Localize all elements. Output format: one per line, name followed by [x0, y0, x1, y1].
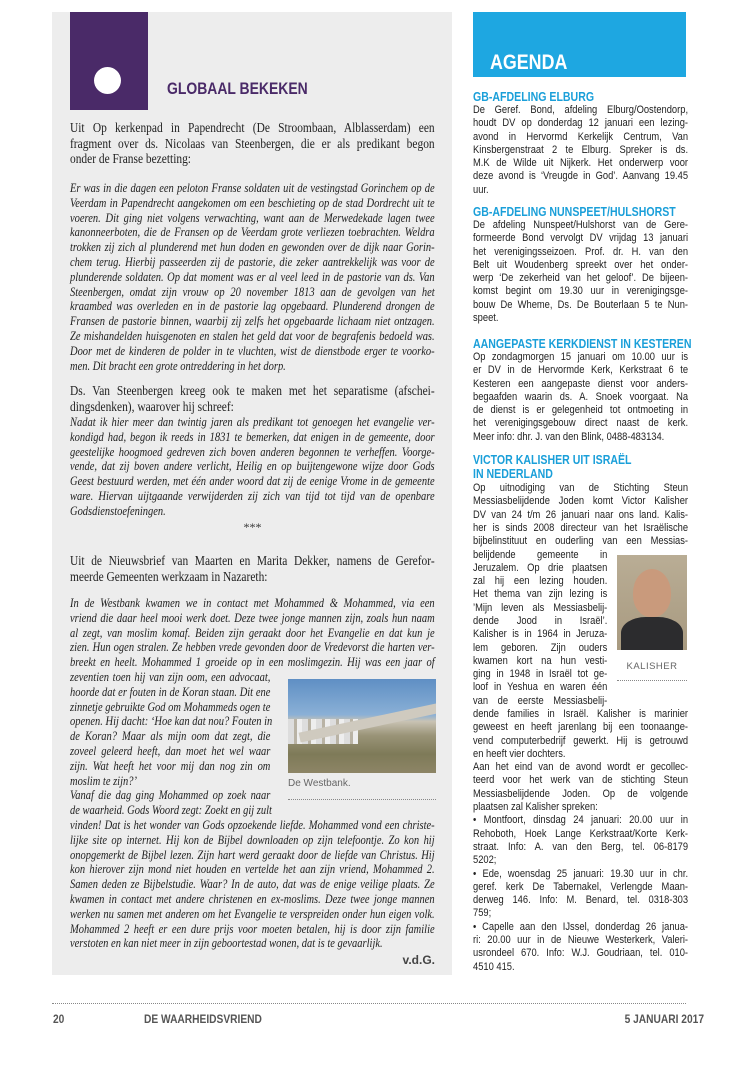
text-line: Vanaf die dag ging Mohammed op zoek naar: [70, 788, 271, 803]
text-line: trokken zij zich al plunderend met hun doden en gewonden over de dijk naar Gorin-: [70, 240, 435, 255]
text-line: het verenigingsseizoen. Prof. dr. H. van den: [473, 245, 689, 258]
text-line: straat. Info: A. van den Berg, tel. 06-8179: [473, 840, 689, 853]
text-line: derweg 146. Info: M. Benard, tel. 0318-303: [473, 894, 689, 907]
text-line: fragment over ds. Nicolaas van Steenbergen, die er als predikant begon: [70, 135, 435, 151]
text-line: onopgemerkt de Bijbel lezen. Zijn hart werd geraakt door de liefde van Christus. Hij: [70, 847, 435, 862]
text-line: zoveel geleerd heeft, dan moet het wel waar: [70, 743, 271, 758]
text-line: chem terug. Hierbij passeerden zij de pastorie, die zeker aantrekkelijk was voor de: [70, 254, 435, 269]
agenda-title: AGENDA: [490, 51, 568, 74]
text-line: • Montfoort, dinsdag 24 januari: 20.00 uur in: [473, 814, 689, 827]
text-line: 5202;: [473, 854, 497, 867]
quote-westbank-part3: [70, 818, 435, 951]
author-signature: v.d.G.: [402, 953, 435, 967]
separatism-paragraph: [70, 383, 435, 414]
text-line: Messiasbelijdende Joden. Op de volgende: [473, 787, 689, 800]
text-line: deze avond is ‘Vreugde in God’. Aanvang 19.45: [473, 170, 689, 183]
caption-divider: [617, 680, 687, 681]
text-line: kon hierover zijn mond niet houden en vertelde het aan zijn vriend, Mohammed 2.: [70, 862, 435, 877]
text-line: ’Mijn leven als Messiasbelij-: [473, 601, 608, 614]
quote-separatism: [70, 415, 435, 519]
text-line: Belt uit Woudenberg spreekt over het onder-: [473, 258, 689, 271]
text-line: verstoten en kan niet meer in zijn geboortestad wonen, dat is te gevaarlijk.: [70, 936, 383, 951]
footer-divider: [52, 1003, 686, 1004]
text-line: lem geboren. Zijn ouders: [473, 641, 608, 654]
agenda-body-kalisher-part3: [473, 708, 688, 974]
text-line: vend computerbedrijf gewerkt. Hij is getrouwd: [473, 734, 689, 747]
text-line: De Geref. Bond, afdeling Elburg/Oostendorp,: [473, 104, 689, 116]
text-line: formeerde Bond vervolgt DV vrijdag 13 januari: [473, 232, 689, 245]
agenda-heading-kalisher-line2: IN NEDERLAND: [473, 467, 553, 481]
text-line: hoorde dat er fouten in de Koran staan. Dit ene: [70, 684, 271, 699]
text-line: voeren. Dit ging niet volgens verwachting, want aan de Merwedekade lagen twee: [70, 210, 435, 225]
photo-caption-kalisher: KALISHER: [626, 661, 678, 672]
text-line: Veerdam in Papendrecht aangekomen om een beschieting op de stad Dordrecht uit te: [70, 195, 435, 210]
text-line: • Ede, woensdag 25 januari: 19.30 uur in chr.: [473, 867, 689, 880]
text-line: De afdeling Nunspeet/Hulshorst van de Gere-: [473, 219, 689, 231]
text-line: kraambed was overleden en in de pastorie lag opgebaard. Plunderend drongen de: [70, 299, 435, 314]
agenda-body-nunspeet: [473, 219, 688, 325]
agenda-body-elburg: [473, 104, 688, 197]
text-line: geestelijke hoogmoed gedreven zich boven anderen begonnen te verheffen. Voorge-: [70, 444, 435, 459]
text-line: al zegt, van moslim komaf. Beiden zijn geraakt door het Evangelie en dat kun je: [70, 625, 435, 640]
text-line: Op uitnodiging van de Stichting Steun: [473, 482, 689, 494]
text-line: kanonneerboten, die de Fransen op de Veerdam grote verliezen toebrachten. Weldra: [70, 225, 435, 240]
text-line: Op zondagmorgen 15 januari om 10.00 uur is: [473, 351, 689, 363]
section-title: GLOBAAL BEKEKEN: [167, 79, 308, 98]
agenda-body-kesteren: [473, 351, 688, 444]
text-line: belijdende gemeente in: [473, 548, 608, 561]
text-line: men. Dit bracht een grote ontreddering in het dorp.: [70, 358, 286, 373]
agenda-heading-kesteren: AANGEPASTE KERKDIENST IN KESTEREN: [473, 337, 692, 351]
section-logo-block: [70, 12, 148, 110]
text-line: Kesteren een aangepaste dienst voor anders-: [473, 377, 689, 390]
text-line: Aan het eind van de avond wordt er gecollec-: [473, 761, 689, 774]
text-line: en heeft vier dochters.: [473, 747, 566, 760]
issue-date: 5 JANUARI 2017: [624, 1012, 704, 1026]
caption-divider: [288, 799, 436, 800]
quote-westbank-part1: [70, 596, 435, 670]
kalisher-portrait-photo: [617, 555, 687, 650]
text-line: er DV in de Hervormde Kerk, Kerkstraat 6 te: [473, 364, 689, 377]
text-line: avond in Hervormd Kerkelijk Centrum, Van: [473, 130, 689, 143]
quote-westbank-part2: [70, 670, 273, 818]
text-line: In de Westbank kwamen we in contact met Mohammed & Mohammed, via een: [70, 596, 435, 610]
page-number: 20: [53, 1012, 65, 1026]
agenda-heading-kalisher: VICTOR KALISHER UIT ISRAËL: [473, 453, 632, 467]
text-line: ware. Hiervan uijtgaande verwijderden zij zich van tijd tot tijd van de openbare: [70, 488, 435, 503]
text-line: geref. kerk De Tabernakel, Verlengde Maan-: [473, 880, 689, 893]
text-line: Fransen de pastorie binnen, waarbij zij zelfs het opgebaarde lichaam niet ontzagen.: [70, 314, 435, 329]
text-line: Godsdienstoefeningen.: [70, 503, 166, 518]
agenda-heading-elburg: GB-AFDELING ELBURG: [473, 90, 595, 104]
text-line: houdt DV op donderdag 12 januari een lezing-: [473, 117, 689, 130]
circle-icon: [94, 67, 121, 94]
text-line: Door met de kinderen de polder in te vluchten, wist de dienstbode erger te voorko-: [70, 343, 435, 358]
text-line: Uit de Nieuwsbrief van Maarten en Marita Dekker, namens de Gerefor-: [70, 553, 435, 568]
text-line: onder de Franse bezetting:: [70, 151, 191, 167]
text-line: Messiasbelijdende Joden komt Victor Kalisher: [473, 495, 689, 508]
text-line: Geest bestuurd werden, met één ander woord dat zij de eenige Vrome in de gemeente: [70, 474, 435, 489]
text-line: speet.: [473, 312, 499, 325]
text-line: werken nu samen met anderen om het Evangelie te verspreiden onder hun eigen volk.: [70, 906, 435, 921]
text-line: Mohammed 2 heeft er een dure prijs voor moeten betalen, hij is door zijn familie: [70, 921, 435, 936]
text-line: teerd voor het werk van de stichting Steun: [473, 774, 689, 787]
text-line: kwamen in contact met andere christenen en ex-moslims. Deze twee jonge mannen: [70, 891, 435, 906]
text-line: Meer info: dhr. J. van den Blink, 0488-483134.: [473, 430, 665, 443]
text-line: kwamen kort na hun vesti-: [473, 654, 608, 667]
text-line: dende families in Israël. Kalisher is marinier: [473, 708, 689, 720]
text-line: Er was in die dagen een peloton Franse soldaten uit de vestingstad Gorinchem op de: [70, 181, 435, 195]
text-line: Rehoboth, Hoek Lange Kerkstraat/Korte Kerk-: [473, 827, 689, 840]
text-line: begaafden waarin ds. A. Snoek voorgaat. Na: [473, 390, 689, 403]
text-line: uur.: [473, 183, 489, 196]
text-line: Jeruzalem. Op drie plaatsen: [473, 561, 608, 574]
text-line: kondigd had, begon ik reeds in 1831 te bemerken, dat enigen in de gemeente, door: [70, 429, 435, 444]
text-line: ging in 1948 in Israël tot ge-: [473, 668, 608, 681]
text-line: zeventien toen hij van zijn oom, een advocaat,: [70, 670, 271, 684]
text-line: usrondeel 670. Info: W.J. Goudriaan, tel. 010-: [473, 947, 689, 960]
text-line: Nadat ik hier meer dan twintig jaren als predikant tot genoegen het evangelie ver-: [70, 415, 435, 429]
text-line: openen. Hij dacht: ‘Hoe kan dat nou? Fouten in: [70, 714, 273, 729]
text-line: plunderende soldaten. Op dat moment was er al veel leed in de pastorie van ds. Van: [70, 269, 435, 284]
text-line: Samen deden ze Bijbelstudie. Waar? In de auto, dat was de enige veilige plaats. Ze: [70, 877, 435, 892]
text-line: zijn. Wat heeft het voor mij dan nog zin om: [70, 758, 271, 773]
text-line: dingsdenken), waarover hij schreef:: [70, 398, 234, 414]
text-line: zien. Hun ogen stralen. Ze hebben vrede gevonden door de Vredevorst die harten ver-: [70, 640, 435, 655]
text-line: Het thema van zijn lezing is: [473, 588, 608, 601]
agenda-body-kalisher-part2: [473, 549, 607, 709]
photo-caption: De Westbank.: [288, 778, 351, 789]
text-line: het verenigingsgebouw direct naast de kerk.: [473, 417, 689, 430]
text-line: bijbelinstituut en ouderling van een Messias-: [473, 535, 689, 548]
text-line: Uit Op kerkenpad in Papendrecht (De Stroombaan, Alblasserdam) een: [70, 120, 435, 135]
text-line: de waarheid. Gods Woord zegt: Zoekt en gij zult: [70, 803, 272, 818]
text-line: komst begint om 19.30 uur in verenigingsge-: [473, 285, 689, 298]
text-line: de dienst is er gelegenheid tot ontmoeting in: [473, 404, 689, 417]
text-line: dende Jood in Israël’.: [473, 614, 608, 627]
quote-french-occupation: [70, 181, 435, 373]
text-line: Kinsbergenstraat 2 te Elburg. Spreker is ds.: [473, 143, 689, 156]
text-line: bouw De Wheme, Ds. De Bouterlaan 5 te Nun-: [473, 298, 689, 311]
text-line: Ze mishandelden huisgenoten en stalen het geld dat voor de begrafenis bedoeld was.: [70, 328, 435, 343]
text-line: her is sinds 2008 directeur van het Israëlische: [473, 521, 689, 534]
text-line: plaatsen zal Kalisher spreken:: [473, 801, 598, 814]
text-line: vriend die daar heel mooi werk doet. Deze twee jonge mannen zijn, zoals hun naam: [70, 610, 435, 625]
text-line: • Capelle aan den IJssel, donderdag 26 janua-: [473, 920, 689, 933]
agenda-heading-nunspeet: GB-AFDELING NUNSPEET/HULSHORST: [473, 205, 676, 219]
text-line: breekt en heelt. Mohammed 1 groeide op in een moslimgezin. Hij was een jaar of: [70, 655, 435, 670]
text-line: meerde Gemeenten werkzaam in Nazareth:: [70, 568, 268, 584]
text-line: 4510 415.: [473, 960, 515, 973]
text-line: lijke site op internet. Hij kon de Bijbel downloaden op zijn telefoontje. Zo kon hij: [70, 832, 435, 847]
text-line: vinden! Dat is het wonder van Gods opzoekende liefde. Mohammed vond een christe-: [70, 818, 435, 832]
text-line: vende, dat zij boven andere verlicht, Heilig en op buijtengewone wijze door Gods: [70, 459, 435, 474]
text-line: DV van 24 t/m 26 januari naar ons land. Kalis-: [473, 508, 689, 521]
newsletter-intro: [70, 553, 435, 584]
text-line: M.K de Wilde uit Nijkerk. Het onderwerp voor: [473, 157, 689, 170]
text-line: van de eerste Messiasbelij-: [473, 694, 608, 707]
text-line: loof in Yeshua en waren één: [473, 681, 608, 694]
text-line: Steenbergen, omdat zijn vrouw op 20 november 1813 aan de gevolgen van het: [70, 284, 435, 299]
section-separator: ***: [243, 520, 262, 534]
text-line: Kalisher is in 1964 in Jeruza-: [473, 628, 608, 641]
text-line: zinnetje gebruikte God om Mohammeds ogen te: [70, 699, 271, 714]
text-line: werp ‘De zekerheid van het geloof’. De bijeen-: [473, 272, 689, 285]
intro-paragraph: [70, 120, 435, 167]
text-line: Ds. Van Steenbergen kreeg ook te maken met het separatisme (afschei-: [70, 383, 435, 398]
text-line: moslim te zijn?’: [70, 773, 137, 788]
text-line: 759;: [473, 907, 492, 920]
text-line: de Koran? Maar als mijn oom dat zegt, die: [70, 729, 271, 744]
text-line: ri: 20.00 uur in de Nieuwe Westerkerk, Valeri-: [473, 934, 689, 947]
westbank-photo: [288, 679, 436, 773]
text-line: zal hij een lezing houden.: [473, 575, 608, 588]
publication-name: DE WAARHEIDSVRIEND: [144, 1012, 262, 1026]
text-line: geweest en heeft jarenlang bij een toonaange-: [473, 721, 689, 734]
agenda-body-kalisher-part1: [473, 482, 688, 548]
